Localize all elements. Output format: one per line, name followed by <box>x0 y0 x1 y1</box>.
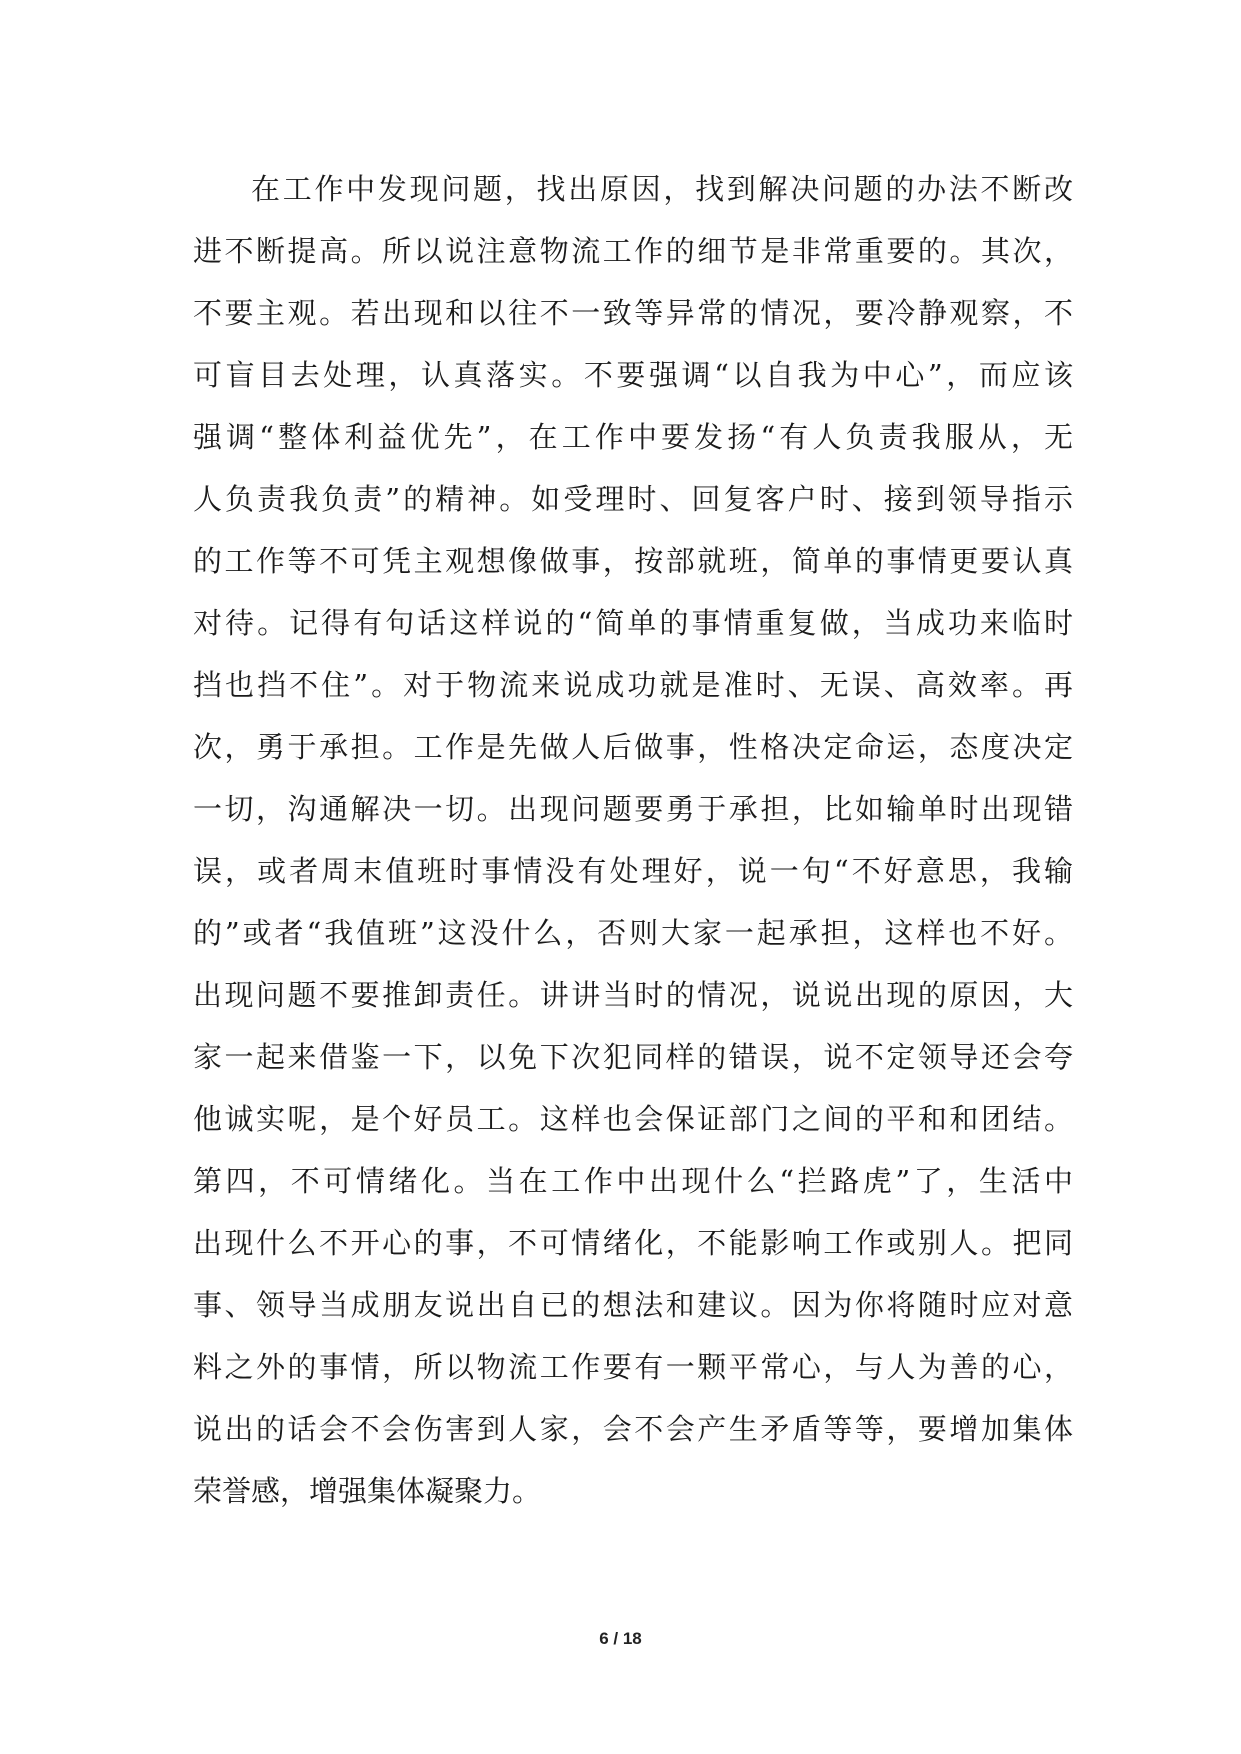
text-line: 事、领导当成朋友说出自已的想法和建议。因为你将随时应对意 <box>193 1288 1073 1322</box>
text-line: 家一起来借鉴一下，以免下次犯同样的错误，说不定领导还会夸 <box>193 1040 1073 1074</box>
text-line: 在工作中发现问题，找出原因，找到解决问题的办法不断改 <box>251 172 1073 206</box>
text-line: 他诚实呢，是个好员工。这样也会保证部门之间的平和和团结。 <box>193 1102 1073 1136</box>
text-line: 进不断提高。所以说注意物流工作的细节是非常重要的。其次， <box>193 234 1073 268</box>
text-line: 对待。记得有句话这样说的“简单的事情重复做，当成功来临时 <box>193 606 1073 640</box>
text-line: 次，勇于承担。工作是先做人后做事，性格决定命运，态度决定 <box>193 730 1073 764</box>
text-line: 料之外的事情，所以物流工作要有一颗平常心，与人为善的心， <box>193 1350 1073 1384</box>
text-line: 误，或者周末值班时事情没有处理好，说一句“不好意思，我输 <box>193 854 1073 888</box>
text-line: 的”或者“我值班”这没什么，否则大家一起承担，这样也不好。 <box>193 916 1073 950</box>
text-line: 出现问题不要推卸责任。讲讲当时的情况，说说出现的原因，大 <box>193 978 1073 1012</box>
text-line: 可盲目去处理，认真落实。不要强调“以自我为中心”，而应该 <box>193 358 1073 392</box>
text-line: 说出的话会不会伤害到人家，会不会产生矛盾等等，要增加集体 <box>193 1412 1073 1446</box>
body-paragraph <box>193 158 1073 1522</box>
text-line: 出现什么不开心的事，不可情绪化，不能影响工作或别人。把同 <box>193 1226 1073 1260</box>
text-line: 强调“整体利益优先”，在工作中要发扬“有人负责我服从，无 <box>193 420 1073 454</box>
text-line: 荣誉感，增强集体凝聚力。 <box>193 1474 542 1508</box>
text-line: 挡也挡不住”。对于物流来说成功就是准时、无误、高效率。再 <box>193 668 1073 702</box>
page-number: 6 / 18 <box>599 1629 642 1648</box>
text-line: 一切，沟通解决一切。出现问题要勇于承担，比如输单时出现错 <box>193 792 1073 826</box>
text-line: 第四，不可情绪化。当在工作中出现什么“拦路虎”了，生活中 <box>193 1164 1073 1198</box>
text-line: 的工作等不可凭主观想像做事，按部就班，简单的事情更要认真 <box>193 544 1073 578</box>
text-line: 不要主观。若出现和以往不一致等异常的情况，要冷静观察，不 <box>193 296 1073 330</box>
text-line: 人负责我负责”的精神。如受理时、回复客户时、接到领导指示 <box>193 482 1073 516</box>
